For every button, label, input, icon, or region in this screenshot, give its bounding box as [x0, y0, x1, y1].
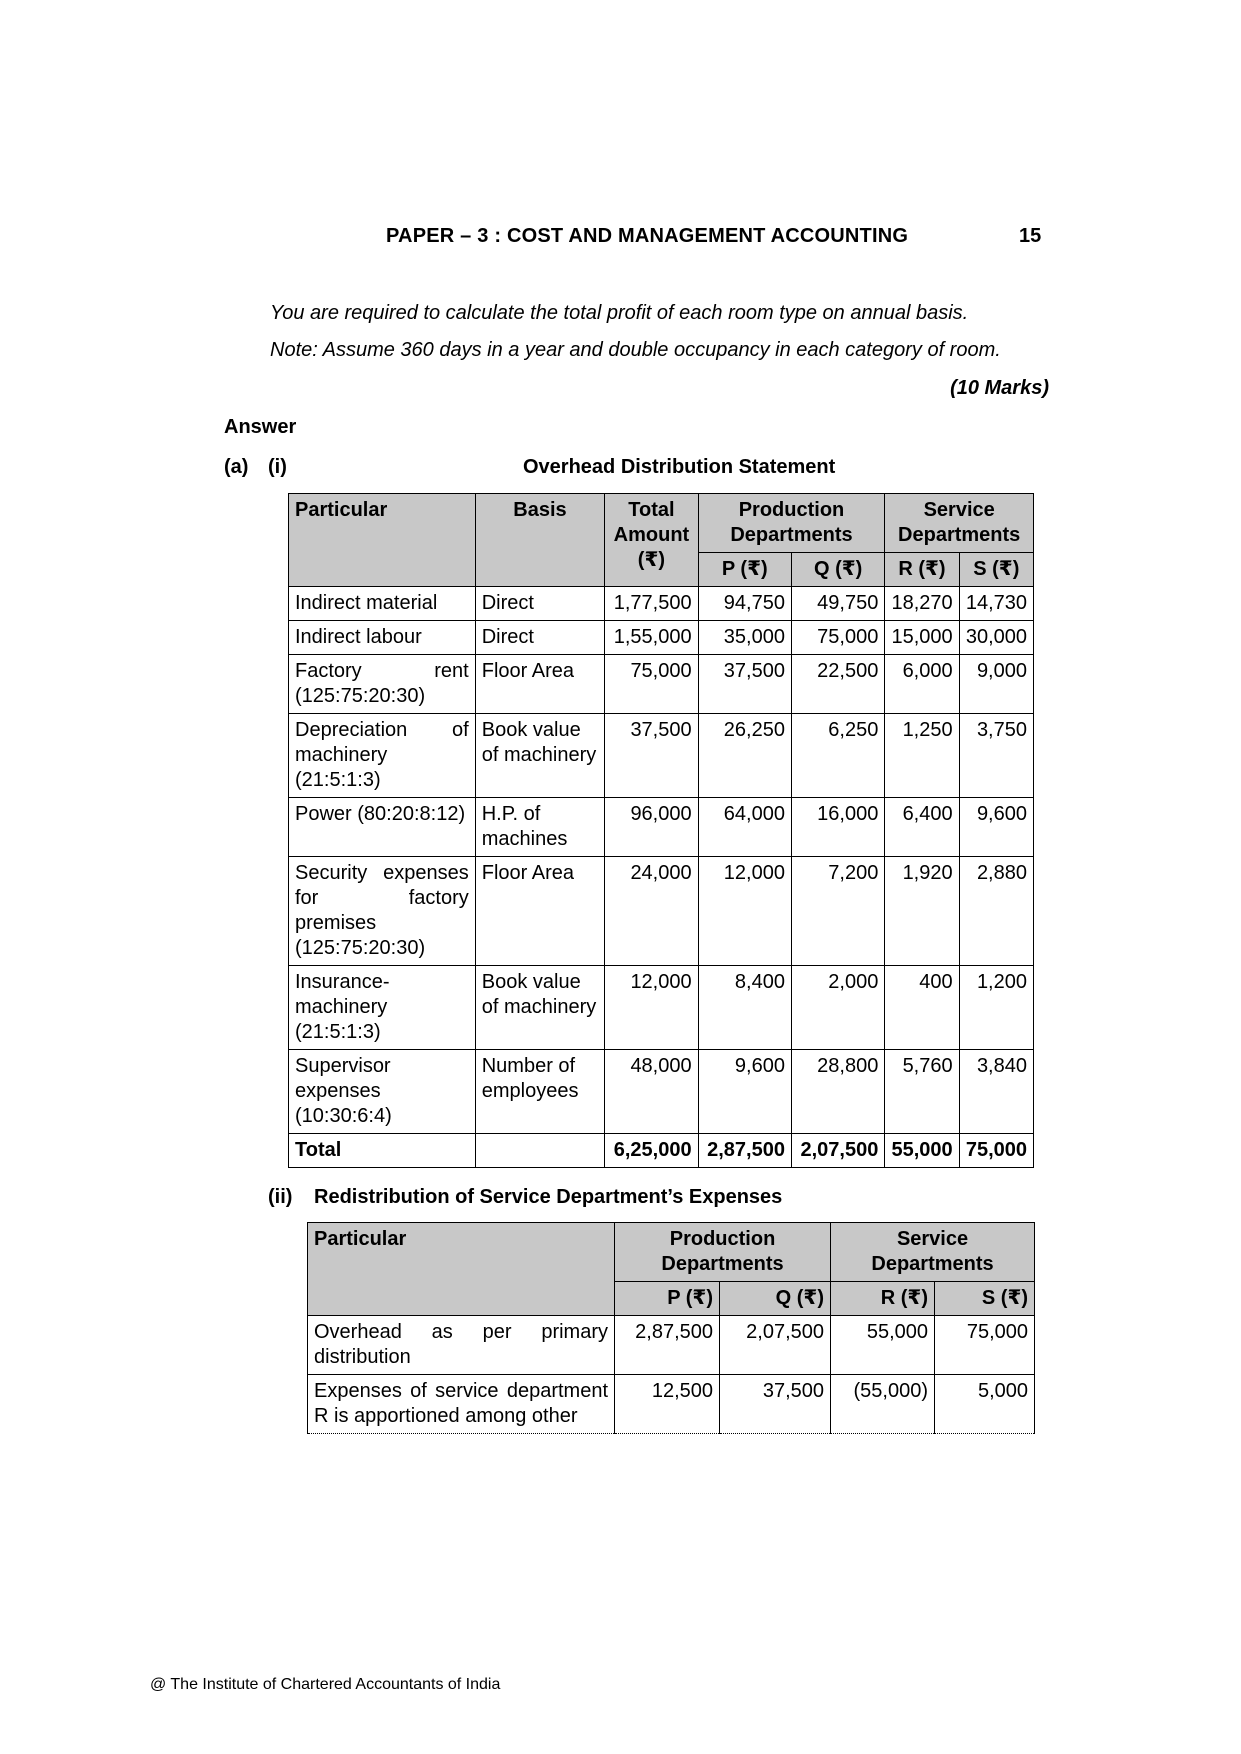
cell-total-p: 2,87,500: [698, 1134, 791, 1168]
cell-p: 26,250: [698, 714, 791, 798]
cell-total-total: 6,25,000: [605, 1134, 698, 1168]
t2-col-header-q: Q (₹): [720, 1282, 831, 1316]
table-row: [289, 966, 1034, 1050]
cell-q: 75,000: [791, 621, 884, 655]
cell-r: 5,760: [885, 1050, 959, 1134]
cell-s: 3,840: [959, 1050, 1033, 1134]
cell-r: 400: [885, 966, 959, 1050]
cell-basis: [475, 1134, 605, 1168]
cell-s: 30,000: [959, 621, 1033, 655]
question-marks: (10 Marks): [950, 377, 1049, 399]
question-note: Note: Assume 360 days in a year and double occupancy in each category of room.: [270, 339, 1001, 361]
cell-p: 9,600: [698, 1050, 791, 1134]
cell-total: 12,000: [605, 966, 698, 1050]
table-row: [289, 1050, 1034, 1134]
overhead-distribution-table: [288, 493, 1034, 1168]
col-header-total-label: Total Amount: [613, 499, 690, 546]
cell-basis: Floor Area: [475, 655, 605, 714]
cell-particular: Depreciation of machinery (21:5:1:3): [289, 714, 476, 798]
cell-particular: Indirect labour: [289, 621, 476, 655]
cell-p: 64,000: [698, 798, 791, 857]
cell-r: 55,000: [831, 1316, 935, 1375]
t2-col-header-production: Production Departments: [615, 1223, 831, 1282]
cell-q: 16,000: [791, 798, 884, 857]
table-row: [289, 714, 1034, 798]
table2-title: Redistribution of Service Department’s Expenses: [314, 1186, 783, 1208]
cell-basis: Direct: [475, 621, 605, 655]
cell-particular: Supervisor expenses (10:30:6:4): [289, 1050, 476, 1134]
cell-s: 3,750: [959, 714, 1033, 798]
t2-col-header-service: Service Departments: [831, 1223, 1035, 1282]
col-header-s: S (₹): [959, 553, 1033, 587]
col-header-q: Q (₹): [791, 553, 884, 587]
cell-s: 9,600: [959, 798, 1033, 857]
cell-s: 5,000: [935, 1375, 1035, 1434]
table-row: [289, 798, 1034, 857]
col-header-service: Service Departments: [885, 494, 1034, 553]
cell-q: 2,000: [791, 966, 884, 1050]
table-row: [308, 1316, 1035, 1375]
page-number: 15: [1019, 225, 1042, 247]
cell-q: 6,250: [791, 714, 884, 798]
cell-s: 2,880: [959, 857, 1033, 966]
cell-basis: Book value of machinery: [475, 714, 605, 798]
table-row: [289, 857, 1034, 966]
cell-q: 7,200: [791, 857, 884, 966]
cell-particular: Expenses of service department R is apportioned among other: [308, 1375, 615, 1434]
total-row: [289, 1134, 1034, 1168]
cell-particular: Overhead as per primary distribution: [308, 1316, 615, 1375]
cell-r: (55,000): [831, 1375, 935, 1434]
cell-q: 28,800: [791, 1050, 884, 1134]
cell-particular: Security expenses for factory premises (125:75:20:30): [289, 857, 476, 966]
col-header-particular: Particular: [289, 494, 476, 587]
cell-total-s: 75,000: [959, 1134, 1033, 1168]
service-redistribution-table: [307, 1222, 1035, 1434]
cell-p: 8,400: [698, 966, 791, 1050]
cell-p: 37,500: [698, 655, 791, 714]
table-row: [289, 621, 1034, 655]
cell-q: 49,750: [791, 587, 884, 621]
cell-r: 18,270: [885, 587, 959, 621]
part-i-label: (i): [268, 456, 287, 478]
cell-particular: Power (80:20:8:12): [289, 798, 476, 857]
cell-s: 9,000: [959, 655, 1033, 714]
footer-copyright: @ The Institute of Chartered Accountants of India: [150, 1676, 501, 1693]
cell-basis: Floor Area: [475, 857, 605, 966]
cell-particular: Insurance-machinery (21:5:1:3): [289, 966, 476, 1050]
cell-particular: Factory rent (125:75:20:30): [289, 655, 476, 714]
table-row: [308, 1375, 1035, 1434]
col-header-r: R (₹): [885, 553, 959, 587]
col-header-basis: Basis: [475, 494, 605, 587]
part-ii-label: (ii): [268, 1186, 293, 1208]
cell-basis: Direct: [475, 587, 605, 621]
cell-s: 1,200: [959, 966, 1033, 1050]
table-row: [289, 587, 1034, 621]
t2-col-header-s: S (₹): [935, 1282, 1035, 1316]
cell-r: 15,000: [885, 621, 959, 655]
question-line-1: You are required to calculate the total profit of each room type on annual basis.: [270, 302, 969, 324]
cell-total: 1,55,000: [605, 621, 698, 655]
cell-r: 1,250: [885, 714, 959, 798]
cell-particular: Indirect material: [289, 587, 476, 621]
cell-basis: Number of employees: [475, 1050, 605, 1134]
cell-total-label: Total: [289, 1134, 476, 1168]
cell-q: 22,500: [791, 655, 884, 714]
table1-title: Overhead Distribution Statement: [523, 456, 836, 478]
cell-total: 1,77,500: [605, 587, 698, 621]
cell-r: 6,400: [885, 798, 959, 857]
cell-q: 37,500: [720, 1375, 831, 1434]
cell-s: 75,000: [935, 1316, 1035, 1375]
cell-s: 14,730: [959, 587, 1033, 621]
cell-total-r: 55,000: [885, 1134, 959, 1168]
t2-col-header-particular: Particular: [308, 1223, 615, 1316]
t2-col-header-r: R (₹): [831, 1282, 935, 1316]
cell-total: 75,000: [605, 655, 698, 714]
col-header-production: Production Departments: [698, 494, 885, 553]
col-header-total: [605, 494, 698, 587]
cell-p: 35,000: [698, 621, 791, 655]
page-header-title: PAPER – 3 : COST AND MANAGEMENT ACCOUNTING: [386, 225, 909, 247]
cell-basis: H.P. of machines: [475, 798, 605, 857]
table-row: [289, 655, 1034, 714]
cell-p: 12,500: [615, 1375, 720, 1434]
cell-total: 96,000: [605, 798, 698, 857]
cell-basis: Book value of machinery: [475, 966, 605, 1050]
cell-total-q: 2,07,500: [791, 1134, 884, 1168]
answer-heading: Answer: [224, 416, 297, 438]
cell-p: 12,000: [698, 857, 791, 966]
t2-col-header-p: P (₹): [615, 1282, 720, 1316]
part-a-label: (a): [224, 456, 249, 478]
cell-total: 37,500: [605, 714, 698, 798]
cell-total: 48,000: [605, 1050, 698, 1134]
cell-r: 1,920: [885, 857, 959, 966]
col-header-total-unit: (₹): [637, 549, 666, 571]
col-header-p: P (₹): [698, 553, 791, 587]
cell-r: 6,000: [885, 655, 959, 714]
cell-p: 94,750: [698, 587, 791, 621]
cell-p: 2,87,500: [615, 1316, 720, 1375]
cell-total: 24,000: [605, 857, 698, 966]
cell-q: 2,07,500: [720, 1316, 831, 1375]
